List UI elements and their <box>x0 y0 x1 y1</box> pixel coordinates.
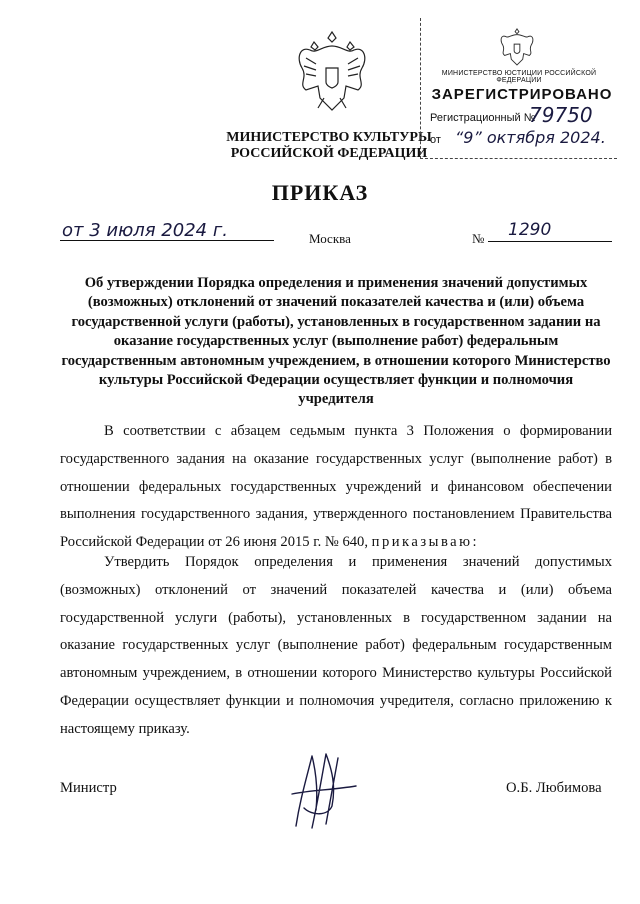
number-underline <box>488 241 612 242</box>
body-paragraph-2 <box>60 549 612 744</box>
signer-role: Министр <box>60 780 117 796</box>
date-underline <box>60 240 274 241</box>
stamp-date-value: “9” октября 2024. <box>455 128 606 147</box>
order-phrase: приказываю: <box>371 534 480 551</box>
signature-icon <box>282 750 362 832</box>
emblem-icon <box>292 28 372 116</box>
order-city: Москва <box>309 231 351 246</box>
stamp-reg-number: 79750 <box>529 103 593 127</box>
order-subject: Об утверждении Порядка определения и применения значений допустимых (возможных) отклонений от значений показателей качества и (или) объема государственной услуги (работы), установленных в государственном задании на оказание государственных услуг (выполнение работ) федеральным государственным автономным учреждением, в отношении которого Министерство культуры Российской Федерации осуществляет функции и полномочия учредителя <box>61 275 611 408</box>
stamp-registered-label: ЗАРЕГИСТРИРОВАНО <box>431 86 613 103</box>
order-number-label: № <box>472 231 485 246</box>
paragraph-1-text: В соответствии с абзацем седьмым пункта 3 Положения о формировании государственного задания на оказание государственных услуг (выполнение работ) в отношении федеральных государственных учреждений и финансовом обеспечении выполнения государственного задания, утвержденного постановлением Правительства Российской Федерации от 26 июня 2015 г. № 640, <box>60 423 612 551</box>
paragraph-2-text: Утвердить Порядок определения и применения значений допустимых (возможных) отклонений от значений показателей качества и (или) объема государственной услуги (работы), установленных в государственном задании на оказание государственных услуг (выполнение работ) федеральным государственным автономным учреждением, в отношении которого Министерство культуры Российской Федерации осуществляет функции и полномочия учредителя, согласно приложению к настоящему приказу. <box>60 554 612 737</box>
order-number: 1290 <box>508 220 552 240</box>
signer-name: О.Б. Любимова <box>506 780 602 796</box>
stamp-date-label: от <box>430 134 441 146</box>
body-paragraph-1 <box>60 418 612 557</box>
stamp-reg-number-label: Регистрационный № <box>430 112 536 124</box>
document-title: ПРИКАЗ <box>271 180 369 205</box>
stamp-emblem-icon <box>498 24 536 68</box>
order-date: от 3 июля 2024 г. <box>62 220 229 241</box>
stamp-ministry-name: МИНИСТЕРСТВО ЮСТИЦИИ РОССИЙСКОЙ ФЕДЕРАЦИИ <box>441 70 597 84</box>
ministry-name-line1: МИНИСТЕРСТВО КУЛЬТУРЫ <box>226 130 432 145</box>
ministry-name-line2: РОССИЙСКОЙ ФЕДЕРАЦИИ <box>230 146 428 161</box>
